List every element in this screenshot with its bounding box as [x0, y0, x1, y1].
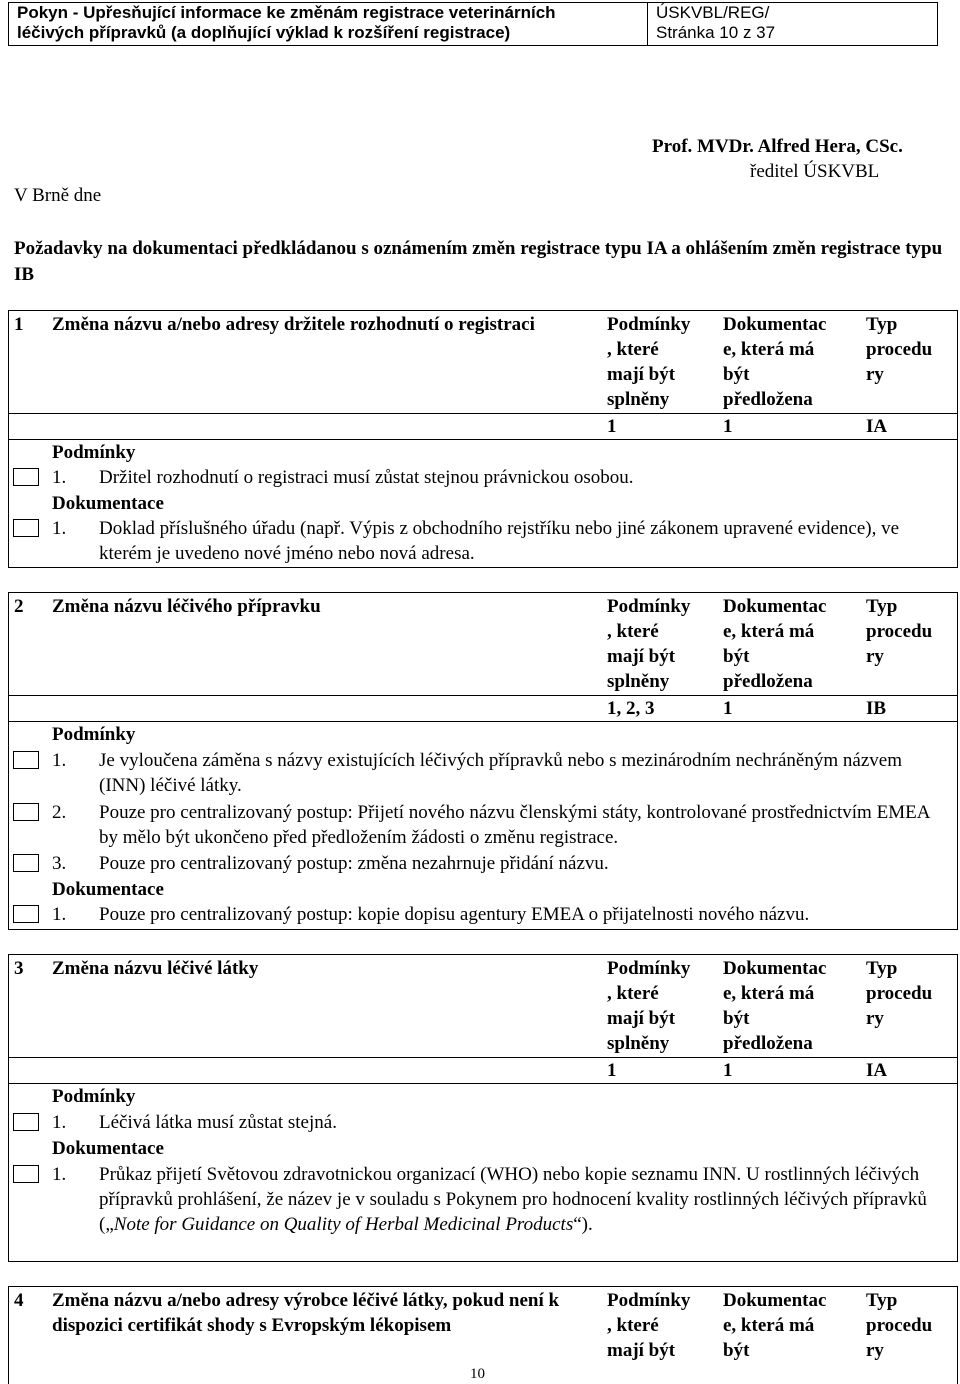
section-3: [8, 954, 958, 1262]
value-conditions: 1, 2, 3: [607, 698, 655, 719]
header-title-line1: Pokyn - Upřesňující informace ke změnám registrace veterinárních: [17, 3, 556, 22]
header-title: [8, 2, 648, 46]
col-conditions-header: Podmínky , které mají být splněny: [607, 314, 691, 410]
value-documentation: 1: [723, 416, 733, 437]
section-title: Změna názvu léčivé látky: [52, 958, 259, 979]
value-procedure: IA: [866, 416, 888, 437]
checkbox[interactable]: [13, 803, 39, 821]
col-conditions-header: Podmínky , které mají být splněny: [607, 958, 691, 1054]
section-number: 1: [14, 314, 24, 335]
section-title: Změna názvu a/nebo adresy držitele rozhodnutí o registraci: [52, 314, 535, 335]
section-2: [8, 592, 958, 930]
checkbox[interactable]: [13, 1165, 39, 1183]
item-number: 1.: [52, 467, 67, 488]
documentation-label: Dokumentace: [52, 493, 164, 514]
checkbox[interactable]: [13, 1113, 39, 1131]
checkbox[interactable]: [13, 751, 39, 769]
col-documentation-header: Dokumentac e, která má být předložena: [723, 596, 827, 692]
section-title: Změna názvu léčivého přípravku: [52, 596, 321, 617]
checkbox[interactable]: [13, 519, 39, 537]
item-text: Léčivá látka musí zůstat stejná.: [99, 1112, 337, 1133]
col-procedure-header: Typ procedu ry: [866, 596, 933, 667]
conditions-label: Podmínky: [52, 724, 136, 745]
section-number: 3: [14, 958, 24, 979]
col-procedure-header: Typ procedu ry: [866, 958, 933, 1029]
item-number: 3.: [52, 853, 67, 874]
value-documentation: 1: [723, 698, 733, 719]
footer-page-number: 10: [470, 1366, 485, 1382]
value-procedure: IA: [866, 1060, 888, 1081]
signatory-role: ředitel ÚSKVBL: [750, 161, 880, 182]
item-text: Pouze pro centralizovaný postup: kopie dopisu agentury EMEA o přijatelnosti nového názvu.: [99, 904, 810, 925]
signatory-name: Prof. MVDr. Alfred Hera, CSc.: [652, 136, 903, 157]
item-text: [99, 1162, 939, 1237]
divider: [9, 413, 957, 414]
item-text-end: “).: [573, 1214, 593, 1235]
section-title: Změna názvu a/nebo adresy výrobce léčivé látky, pokud není k dispozici certifikát shody s Evropským lékopisem: [52, 1290, 560, 1336]
documentation-label: Dokumentace: [52, 879, 164, 900]
col-conditions-header: Podmínky , které mají být splněny: [607, 596, 691, 692]
item-number: 1.: [52, 518, 67, 539]
col-procedure-header: Typ procedu ry: [866, 314, 933, 385]
document-header: [8, 2, 938, 46]
conditions-label: Podmínky: [52, 1086, 136, 1107]
place-date: V Brně dne: [14, 185, 102, 206]
item-number: 1.: [52, 1164, 67, 1185]
item-text: Pouze pro centralizovaný postup: Přijetí nového názvu členskými státy, kontrolované prostřednictvím EMEA by mělo být ukončeno před předložením žádosti o změnu registrace.: [99, 802, 930, 848]
documentation-label: Dokumentace: [52, 1138, 164, 1159]
value-conditions: 1: [607, 416, 617, 437]
checkbox[interactable]: [13, 468, 39, 486]
value-procedure: IB: [866, 698, 887, 719]
divider: [9, 1083, 957, 1084]
header-ref: ÚSKVBL/REG/: [656, 3, 770, 22]
header-title-line2: léčivých přípravků (a doplňující výklad k rozšíření registrace): [17, 23, 511, 42]
conditions-label: Podmínky: [52, 442, 136, 463]
item-text-italic: Note for Guidance on Quality of Herbal Medicinal Products: [113, 1214, 574, 1235]
col-documentation-header: Dokumentac e, která má být předložena: [723, 958, 827, 1054]
item-text: Pouze pro centralizovaný postup: změna nezahrnuje přidání názvu.: [99, 853, 609, 874]
divider: [9, 1057, 957, 1058]
divider: [9, 695, 957, 696]
col-documentation-header: Dokumentac e, která má být předložena: [723, 314, 827, 410]
col-conditions-header: Podmínky , které mají být: [607, 1290, 691, 1361]
item-number: 2.: [52, 802, 67, 823]
item-text: Doklad příslušného úřadu (např. Výpis z obchodního rejstříku nebo jiné zákonem upravené evidence), ve kterém je uvedeno nové jméno nebo nová adresa.: [99, 518, 900, 564]
divider: [9, 721, 957, 722]
col-procedure-header: Typ procedu ry: [866, 1290, 933, 1361]
checkbox[interactable]: [13, 905, 39, 923]
item-number: 1.: [52, 750, 67, 771]
item-text: Držitel rozhodnutí o registraci musí zůstat stejnou právnickou osobou.: [99, 467, 634, 488]
divider: [9, 439, 957, 440]
checkbox[interactable]: [13, 854, 39, 872]
item-number: 1.: [52, 1112, 67, 1133]
header-page-number: Stránka 10 z 37: [656, 23, 776, 42]
item-text-main: Průkaz přijetí Světovou zdravotnickou organizací (WHO) nebo kopie seznamu INN. U rostlinných léčivých přípravků prohlášení, že název je v souladu s Pokynem pro hodnocení kvality rostlinných léčivých přípravků („: [99, 1164, 927, 1235]
item-text: Je vyloučena záměna s názvy existujících léčivých přípravků nebo s mezinárodním nechráněným názvem (INN) léčivé látky.: [99, 750, 902, 796]
header-reference: [647, 2, 938, 46]
value-documentation: 1: [723, 1060, 733, 1081]
section-1: [8, 310, 958, 568]
item-number: 1.: [52, 904, 67, 925]
value-conditions: 1: [607, 1060, 617, 1081]
requirements-title: Požadavky na dokumentaci předkládanou s oznámením změn registrace typu IA a ohlášením změn registrace typu IB: [14, 238, 943, 285]
section-number: 4: [14, 1290, 24, 1311]
section-number: 2: [14, 596, 24, 617]
col-documentation-header: Dokumentac e, která má být: [723, 1290, 827, 1361]
